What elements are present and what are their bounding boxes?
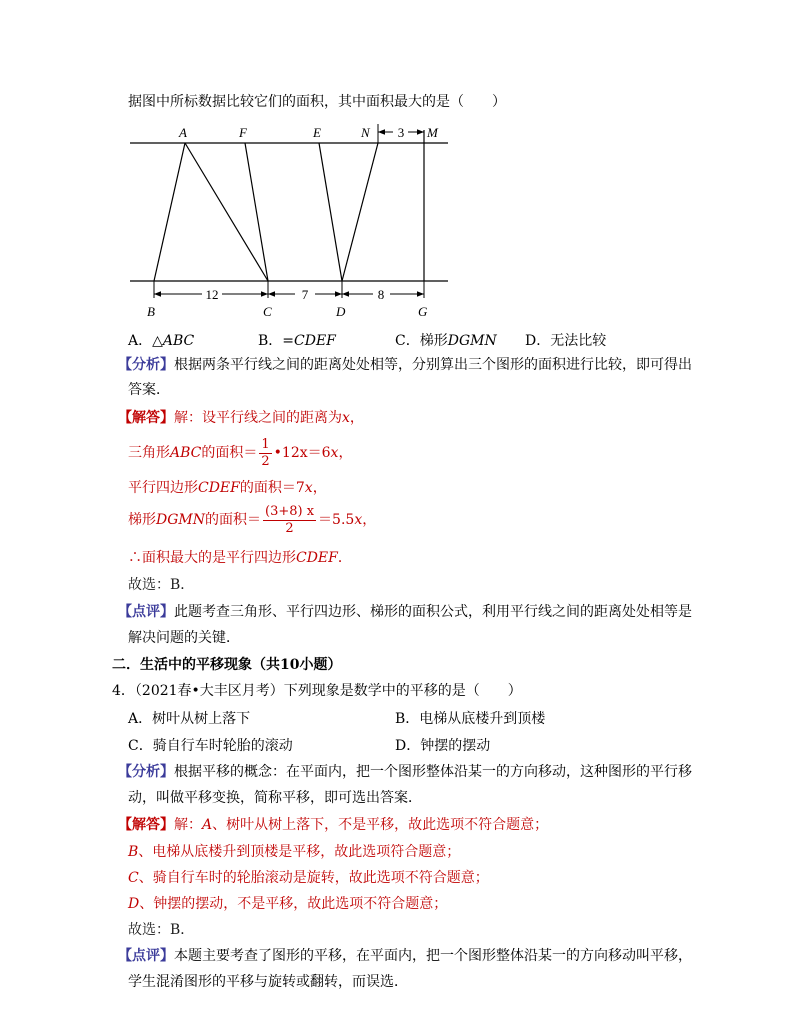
question-3-stem: 据图中所标数据比较它们的面积，其中面积最大的是（ ） xyxy=(128,94,506,110)
q4-option-c[interactable]: C．骑自行车时轮胎的滚动 xyxy=(128,738,293,754)
option-d[interactable]: D．无法比较 xyxy=(525,333,607,349)
solution-answer: 故选：B． xyxy=(128,577,195,593)
q4-comment-line-1: 【点评】本题主要考查了图形的平移，在平面内，把一个图形整体沿某一的方向移动叫平移， xyxy=(118,948,692,964)
segment-ab xyxy=(154,143,185,281)
segment-fc xyxy=(245,143,268,281)
q4-solution-answer: 故选：B． xyxy=(128,922,195,938)
point-label-d: D xyxy=(336,304,346,319)
q4-solution-line-1: 【解答】解：A、树叶从树上落下，不是平移，故此选项不符合题意； xyxy=(118,817,549,833)
q4-analysis-line-1: 【分析】根据平移的概念：在平面内，把一个图形整体沿某一的方向移动，这种图形的平行移 xyxy=(118,764,692,780)
segment-ed xyxy=(319,143,342,281)
point-label-g: G xyxy=(418,304,428,319)
q4-solution-line-4: D、钟摆的摆动，不是平移，故此选项不符合题意； xyxy=(128,896,448,912)
dim-label-dg: 8 xyxy=(377,287,385,302)
solution-line-2: 三角形ABC的面积＝ $\frac{1}{2}$ •12x＝6x， xyxy=(128,436,353,469)
option-a[interactable]: A．△ABC xyxy=(128,333,195,349)
point-label-a: A xyxy=(179,125,187,140)
solution-line-5: ∴面积最大的是平行四边形CDEF． xyxy=(128,550,352,566)
q4-option-a[interactable]: A．树叶从树上落下 xyxy=(128,711,251,727)
segment-nd xyxy=(342,143,378,281)
dim-label-nm: 3 xyxy=(397,125,405,140)
q4-option-d[interactable]: D．钟摆的摆动 xyxy=(395,738,491,754)
option-c[interactable]: C．梯形DGMN xyxy=(395,333,497,349)
dim-label-bc: 12 xyxy=(205,287,219,302)
point-label-f: F xyxy=(239,125,247,140)
point-label-m: M xyxy=(427,125,438,140)
section-heading: 二．生活中的平移现象（共10小题） xyxy=(112,657,342,673)
point-label-e: E xyxy=(313,125,321,140)
analysis-line-2: 答案． xyxy=(128,382,170,398)
option-b[interactable]: B．=CDEF xyxy=(258,333,336,349)
point-label-c: C xyxy=(263,304,272,319)
fraction-half: $\frac{1}{2}$ xyxy=(261,436,270,469)
point-label-n: N xyxy=(361,125,370,140)
fraction-trapezoid: $\frac{(3+8) x}{2}$ xyxy=(265,503,315,536)
q4-option-b[interactable]: B．电梯从底楼升到顶楼 xyxy=(395,711,546,727)
comment-line-2: 解决问题的关键． xyxy=(128,630,240,646)
solution-line-3: 平行四边形CDEF的面积＝7x， xyxy=(128,480,327,496)
q4-solution-line-3: C、骑自行车时的轮胎滚动是旋转，故此选项不符合题意； xyxy=(128,870,489,886)
question-4-stem: 4．（2021春•大丰区月考）下列现象是数学中的平移的是（ ） xyxy=(112,683,522,699)
point-label-b: B xyxy=(147,304,155,319)
q4-solution-line-2: B、电梯从底楼升到顶楼是平移，故此选项符合题意； xyxy=(128,844,461,860)
q4-comment-line-2: 学生混淆图形的平移与旋转或翻转，而误选． xyxy=(128,974,408,990)
geometry-figure xyxy=(130,122,460,322)
q4-analysis-line-2: 动，叫做平移变换，简称平移，即可选出答案． xyxy=(128,790,422,806)
comment-line-1: 【点评】此题考查三角形、平行四边形、梯形的面积公式，利用平行线之间的距离处处相等是 xyxy=(118,604,692,620)
analysis-line-1: 【分析】根据两条平行线之间的距离处处相等，分别算出三个图形的面积进行比较，即可得出 xyxy=(118,357,692,373)
dim-label-cd: 7 xyxy=(301,287,309,302)
segment-ac xyxy=(185,143,268,281)
solution-line-1: 【解答】解：设平行线之间的距离为x， xyxy=(118,410,364,426)
solution-line-4: 梯形DGMN的面积＝ $\frac{(3+8) x}{2}$ ＝5.5x， xyxy=(128,503,377,536)
